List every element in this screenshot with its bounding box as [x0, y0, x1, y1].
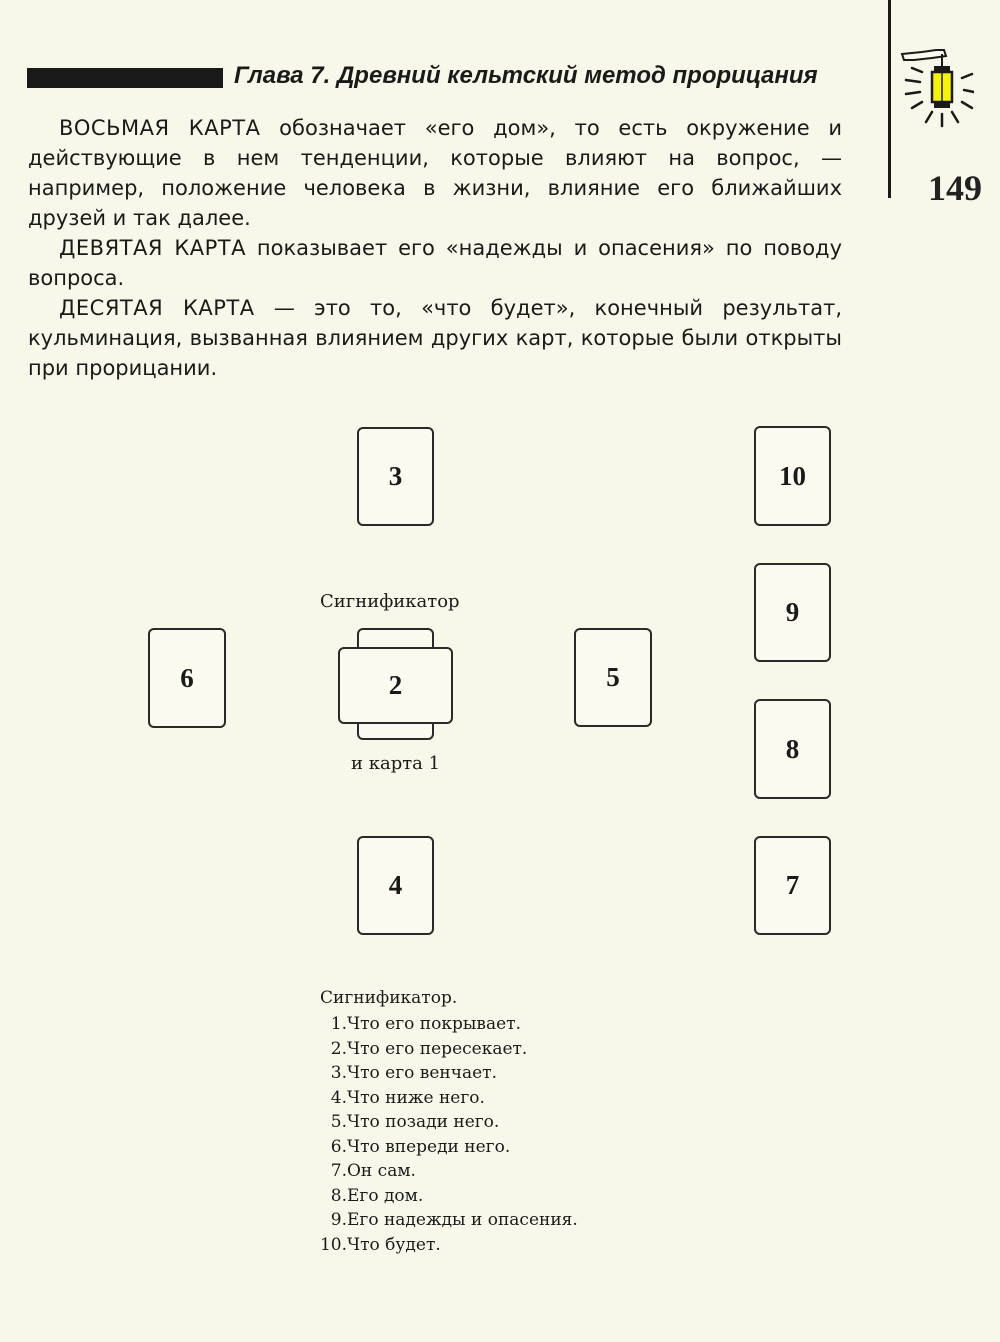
legend-list [316, 1012, 578, 1257]
legend-item: 6. Что впереди него. [330, 1136, 511, 1157]
card-10: 10 [754, 426, 831, 526]
significator-label: Сигнификатор [320, 591, 460, 612]
legend-item: 10. Что будет. [319, 1234, 441, 1255]
card-7: 7 [754, 836, 831, 935]
card-5: 5 [574, 628, 652, 727]
paragraph-eighth-card: ВОСЬМАЯ КАРТА обозначает «его дом», то есть окружение и действующие в нем тенденции, которые влияют на вопрос, — например, положение человека в жизни, влияние его ближайших друзей и так далее. [28, 116, 843, 230]
page-number: 149 [928, 168, 982, 208]
legend-item: 5. Что позади него. [330, 1112, 500, 1132]
header-bar [27, 68, 223, 88]
paragraph-tenth-card: ДЕСЯТАЯ КАРТА — это то, «что будет», конечный результат, кульминация, вызванная влиянием других карт, которые были открыты при прорицании. [28, 296, 842, 380]
legend-item: 7. Он сам. [330, 1161, 416, 1181]
legend-item: 9. Его надежды и опасения. [330, 1210, 578, 1230]
legend-item: 4. Что ниже него. [330, 1087, 485, 1108]
chapter-title: Глава 7. Древний кельтский метод прорицания [234, 62, 818, 89]
card-8: 8 [754, 699, 831, 799]
card-9: 9 [754, 563, 831, 662]
legend-item: 3. Что его венчает. [330, 1063, 497, 1083]
card-2: 2 [338, 647, 453, 724]
paragraph-ninth-card: ДЕВЯТАЯ КАРТА показывает его «надежды и опасения» по поводу вопроса. [28, 236, 843, 290]
legend-item: 2. Что его пересекает. [330, 1038, 528, 1059]
body-text [28, 113, 842, 383]
legend-item: 8. Его дом. [330, 1185, 424, 1206]
card-6: 6 [148, 628, 226, 728]
card-4: 4 [357, 836, 434, 935]
legend-item: 1. Что его покрывает. [330, 1014, 521, 1034]
margin-rule [888, 0, 891, 198]
legend-title: Сигнификатор. [320, 988, 458, 1008]
lamp-icon [892, 42, 974, 132]
card-3: 3 [357, 427, 434, 526]
card-1-label: и карта 1 [351, 753, 441, 774]
